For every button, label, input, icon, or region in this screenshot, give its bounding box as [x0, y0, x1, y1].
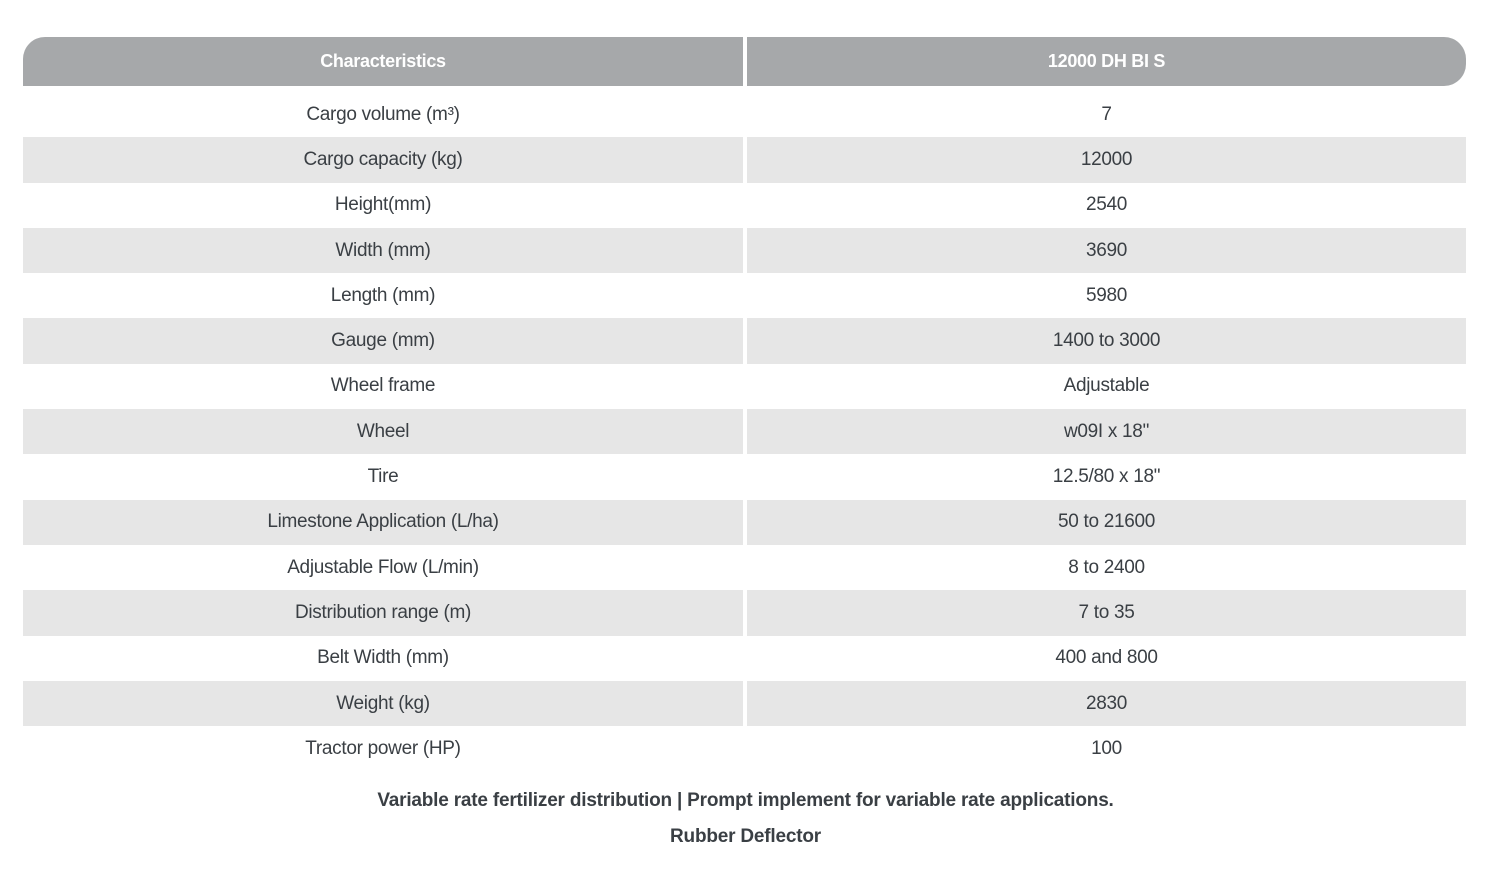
row-value: 12.5/80 x 18" [1052, 466, 1161, 488]
row-label: Width (mm) [23, 228, 743, 273]
table-row [23, 545, 1466, 590]
row-label: Wheel frame [330, 375, 436, 397]
row-value: 2540 [1085, 194, 1128, 216]
table-row [23, 590, 1466, 635]
row-value: 1400 to 3000 [747, 318, 1466, 363]
table-row [23, 500, 1466, 545]
row-label: Weight (kg) [23, 681, 743, 726]
row-label: Gauge (mm) [23, 318, 743, 363]
row-value: 8 to 2400 [1068, 556, 1145, 578]
table-header [23, 37, 1466, 86]
row-value: Adjustable [1063, 375, 1150, 397]
table-body [23, 92, 1466, 771]
table-row [23, 364, 1466, 409]
row-value: 50 to 21600 [747, 500, 1466, 545]
table-row [23, 454, 1466, 499]
table-row [23, 681, 1466, 726]
row-value: 2830 [747, 681, 1466, 726]
row-value: 7 [1101, 103, 1112, 125]
row-label: Belt Width (mm) [317, 647, 449, 669]
table-row [23, 318, 1466, 363]
row-label: Distribution range (m) [23, 590, 743, 635]
header-model: 12000 DH BI S [747, 37, 1466, 86]
row-value: 100 [1091, 737, 1122, 759]
row-label: Cargo capacity (kg) [23, 137, 743, 182]
feature-note-deflector: Rubber Deflector [670, 826, 821, 847]
row-label: Length (mm) [330, 284, 436, 306]
feature-note: Variable rate fertilizer distribution | Prompt implement for variable rate applications. [377, 790, 1114, 811]
table-row [23, 409, 1466, 454]
row-value: w09I x 18" [747, 409, 1466, 454]
table-row [23, 273, 1466, 318]
row-label: Tractor power (HP) [305, 737, 461, 759]
row-label: Height(mm) [334, 194, 432, 216]
table-row [23, 92, 1466, 137]
row-label: Limestone Application (L/ha) [23, 500, 743, 545]
table-row [23, 183, 1466, 228]
header-characteristics: Characteristics [23, 37, 743, 86]
row-value: 5980 [1085, 284, 1128, 306]
row-value: 400 and 800 [1055, 647, 1158, 669]
table-row [23, 137, 1466, 182]
row-label: Adjustable Flow (L/min) [287, 556, 479, 578]
row-label: Cargo volume (m³) [306, 103, 460, 125]
table-row [23, 228, 1466, 273]
row-label: Tire [367, 466, 399, 488]
row-value: 3690 [747, 228, 1466, 273]
spec-table [23, 37, 1466, 771]
row-label: Wheel [23, 409, 743, 454]
table-row [23, 726, 1466, 771]
row-value: 12000 [747, 137, 1466, 182]
table-row [23, 636, 1466, 681]
row-value: 7 to 35 [747, 590, 1466, 635]
